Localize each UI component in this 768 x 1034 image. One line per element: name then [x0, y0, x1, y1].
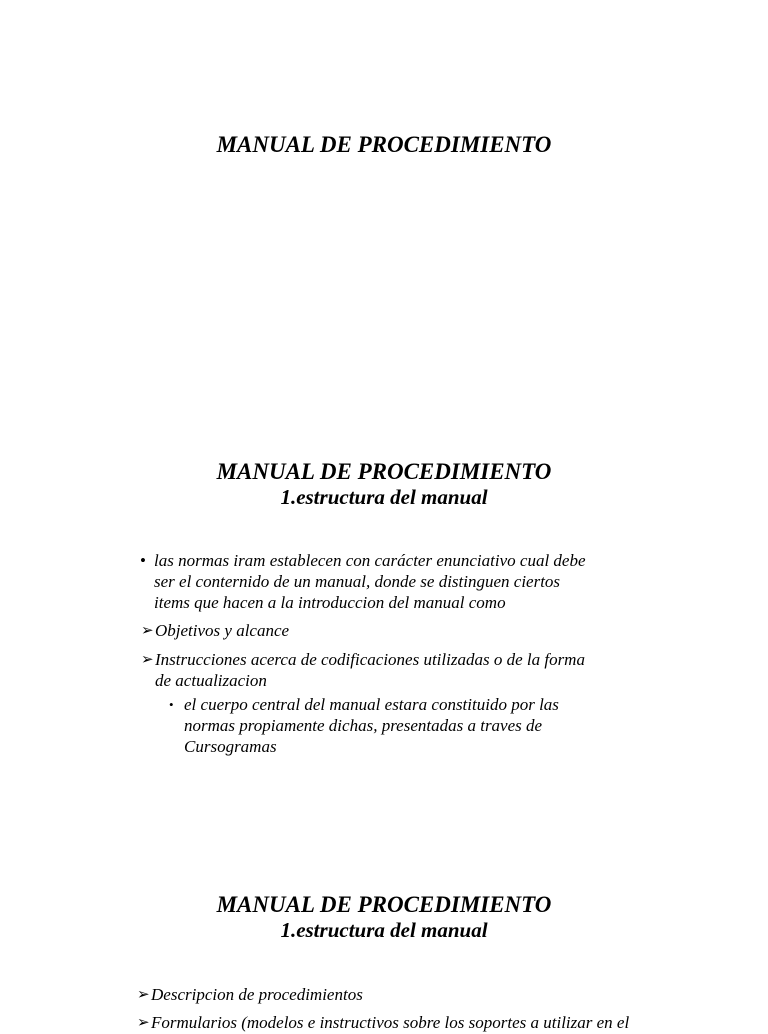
slide1-title: MANUAL DE PROCEDIMIENTO	[216, 132, 552, 157]
arrow-item-text: Descripcion de procedimientos	[151, 985, 363, 1004]
sub-bullet-line: normas propiamente dichas, presentadas a traves de	[184, 716, 543, 735]
bullet-line: ser el conternido de un manual, donde se distinguen ciertos	[154, 572, 561, 591]
arrow-item-text: Formularios (modelos e instructivos sobre los soportes a utilizar en el	[151, 1013, 630, 1032]
slide2-bullet-item	[140, 550, 586, 613]
slide2-arrow-item	[141, 620, 290, 641]
sub-bullet-line: Cursogramas	[184, 737, 277, 756]
arrow-item-line: Instrucciones acerca de codificaciones utilizadas o de la forma	[155, 650, 585, 669]
slide3-arrow-item	[137, 1012, 630, 1033]
bullet-icon: •	[140, 551, 146, 570]
slide3-subtitle: 1.estructura del manual	[280, 918, 488, 942]
slide3-arrow-item	[137, 984, 363, 1005]
bullet-icon: •	[169, 697, 174, 712]
slide2-arrow-item	[141, 649, 585, 691]
arrow-bullet-icon: ➢	[141, 652, 154, 668]
slide2-subtitle: 1.estructura del manual	[280, 485, 488, 509]
slide2-title: MANUAL DE PROCEDIMIENTO	[216, 459, 552, 484]
slide3-title: MANUAL DE PROCEDIMIENTO	[216, 892, 552, 917]
sub-bullet-line: el cuerpo central del manual estara constituido por las	[184, 695, 559, 714]
arrow-item-text: Objetivos y alcance	[155, 621, 290, 640]
arrow-item-line: de actualizacion	[155, 671, 267, 690]
bullet-line: las normas iram establecen con carácter enunciativo cual debe	[154, 551, 586, 570]
slide2-sub-bullet-item	[169, 694, 559, 757]
arrow-bullet-icon: ➢	[137, 1015, 150, 1031]
arrow-bullet-icon: ➢	[141, 623, 154, 639]
bullet-line: items que hacen a la introduccion del manual como	[154, 593, 506, 612]
arrow-bullet-icon: ➢	[137, 987, 150, 1003]
